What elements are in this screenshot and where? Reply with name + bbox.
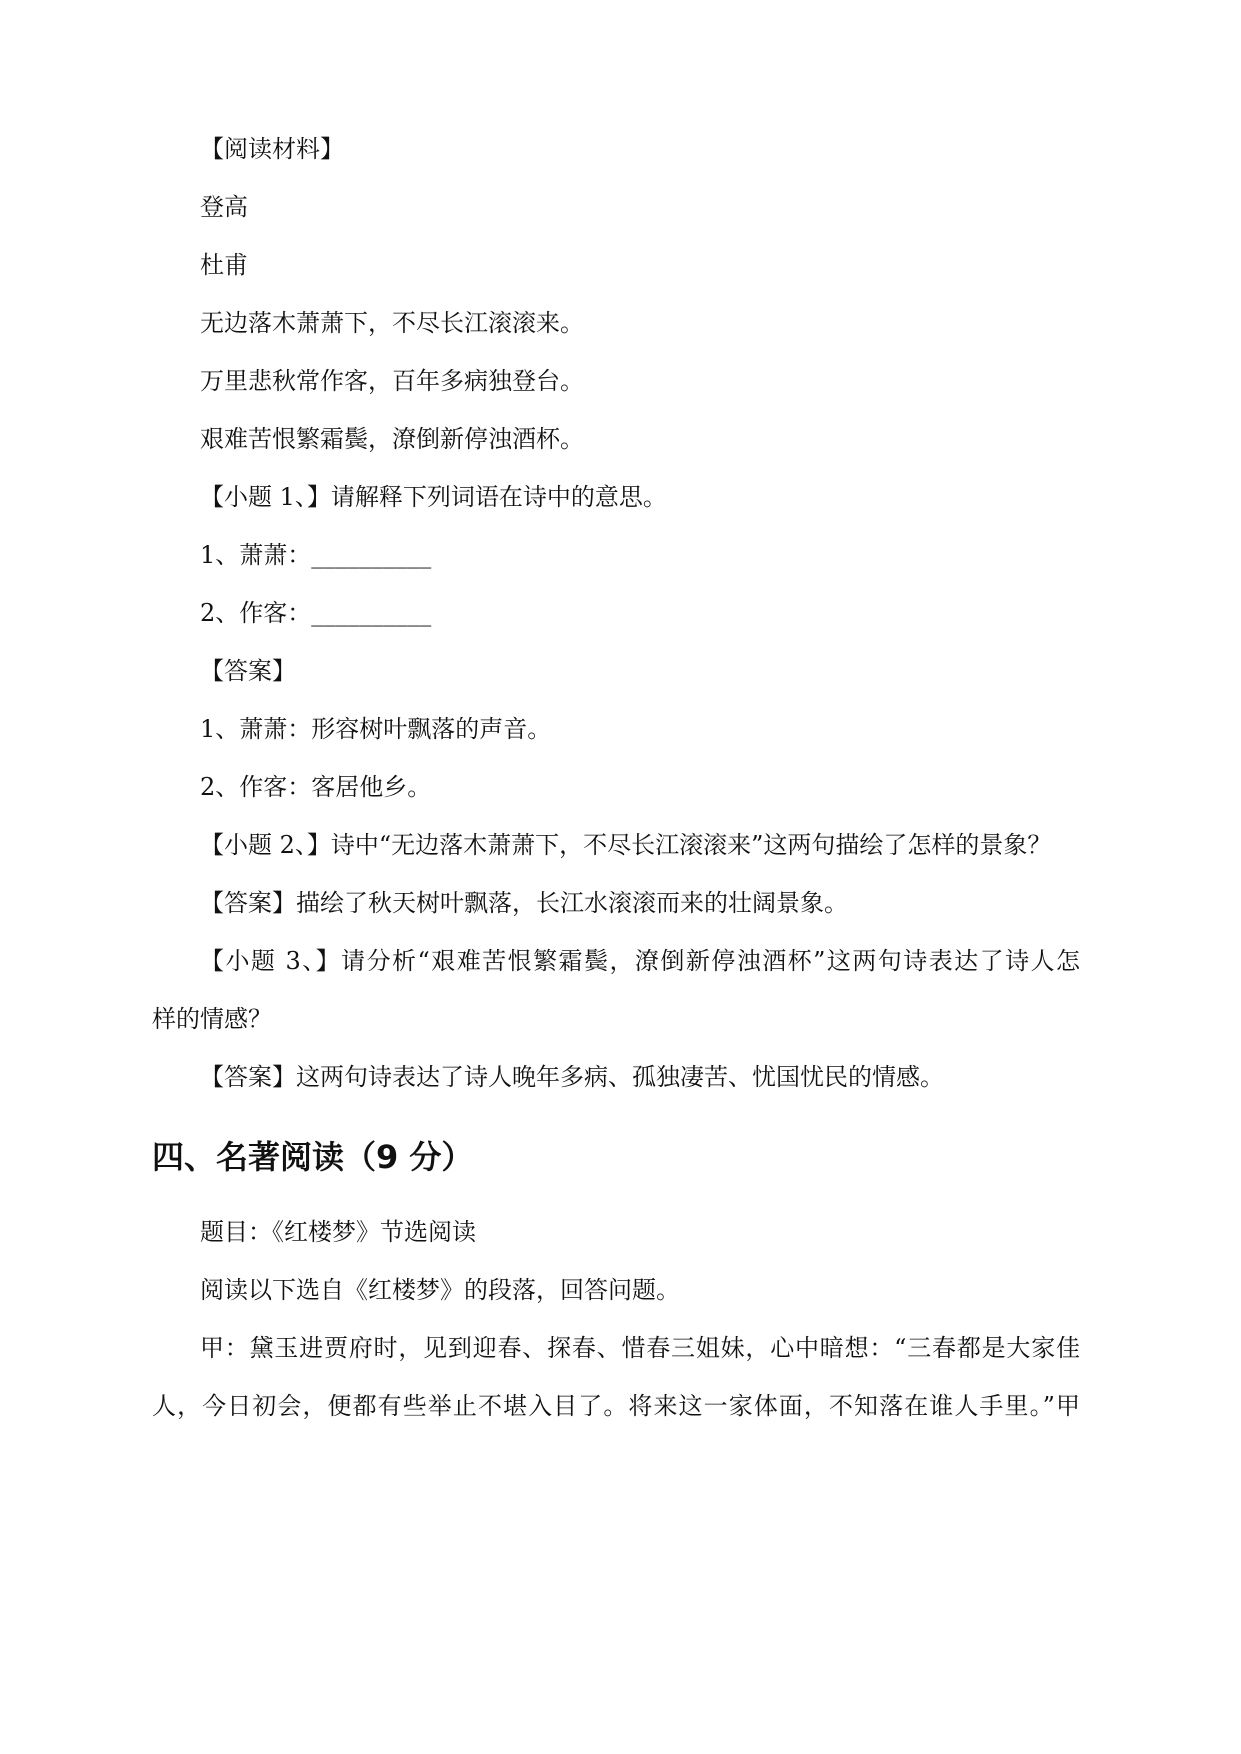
material-label: 【阅读材料】 <box>200 135 344 163</box>
poem-line-3: 艰难苦恨繁霜鬓，潦倒新停浊酒杯。 <box>200 425 584 453</box>
item-label: 2、作客： <box>200 599 312 627</box>
question-2-prompt: 【小题 2、】诗中“无边落木萧萧下，不尽长江滚滚来”这两句描绘了怎样的景象？ <box>200 831 1052 859</box>
question-3-prompt-line-1: 【小题 3、】请分析“艰难苦恨繁霜鬓，潦倒新停浊酒杯”这两句诗表达了诗人怎 <box>200 947 1080 975</box>
poem-line-1: 无边落木萧萧下，不尽长江滚滚来。 <box>200 309 584 337</box>
answer-blank: __________ <box>311 541 432 569</box>
question-1-answer-label: 【答案】 <box>200 657 296 685</box>
section-4-paragraph-line-2: 人，今日初会，便都有些举止不堪入目了。将来这一家体面，不知落在谁人手里。”甲 <box>152 1392 1080 1420</box>
section-4-paragraph-line-1: 甲：黛玉进贾府时，见到迎春、探春、惜春三姐妹，心中暗想：“三春都是大家佳 <box>200 1334 1080 1362</box>
poem-author: 杜甫 <box>200 251 248 279</box>
question-1-answer-2: 2、作客：客居他乡。 <box>200 773 432 801</box>
item-label: 1、萧萧： <box>200 541 312 569</box>
poem-title: 登高 <box>200 193 248 221</box>
question-1-item-1 <box>200 539 431 571</box>
section-4-instruction: 阅读以下选自《红楼梦》的段落，回答问题。 <box>200 1276 680 1304</box>
question-1-prompt: 【小题 1、】请解释下列词语在诗中的意思。 <box>200 483 667 511</box>
question-3-answer: 【答案】这两句诗表达了诗人晚年多病、孤独凄苦、忧国忧民的情感。 <box>200 1063 944 1091</box>
poem-line-2: 万里悲秋常作客，百年多病独登台。 <box>200 367 584 395</box>
question-2-answer: 【答案】描绘了秋天树叶飘落，长江水滚滚而来的壮阔景象。 <box>200 889 848 917</box>
question-1-answer-1: 1、萧萧：形容树叶飘落的声音。 <box>200 715 552 743</box>
question-1-item-2 <box>200 597 431 629</box>
question-3-prompt-line-2: 样的情感？ <box>152 1005 272 1033</box>
section-4-topic: 题目：《红楼梦》节选阅读 <box>200 1218 476 1246</box>
section-4-heading: 四、名著阅读（9 分） <box>152 1138 474 1176</box>
answer-blank: __________ <box>311 599 432 627</box>
